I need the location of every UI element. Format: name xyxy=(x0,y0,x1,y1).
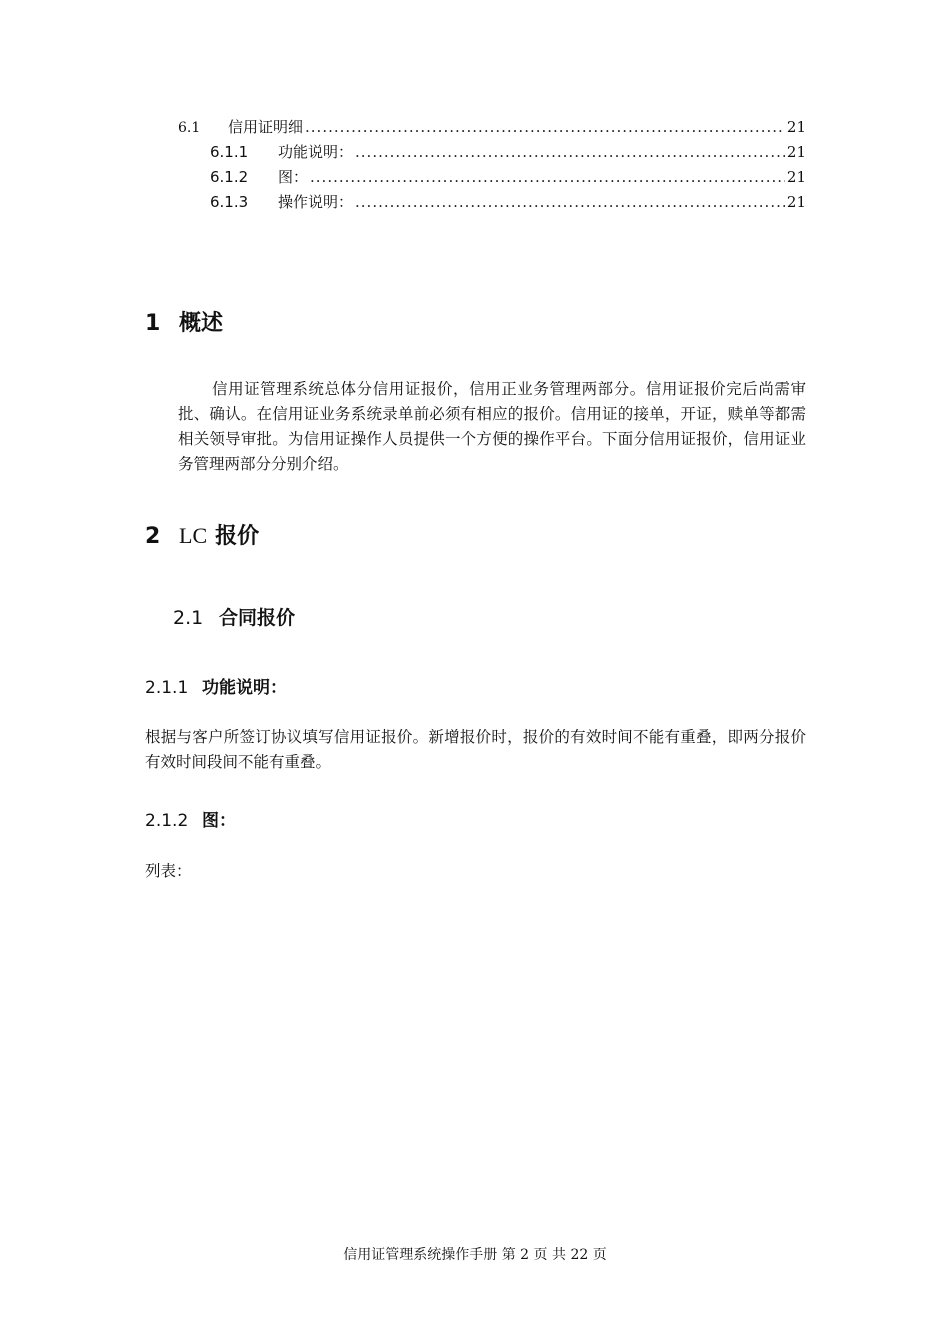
toc-dot-leader xyxy=(355,141,785,163)
heading-title: 功能说明： xyxy=(202,678,287,698)
heading-2-1-2-figure xyxy=(145,806,236,831)
heading-number: 1 xyxy=(145,311,161,336)
toc-entry-number: 6.1.2 xyxy=(210,168,249,186)
toc-dot-leader xyxy=(305,116,785,138)
toc-entry-title: 功能说明： xyxy=(278,143,354,161)
heading-title: 图： xyxy=(202,811,236,831)
heading-title-latin: LC xyxy=(179,523,208,548)
heading-2-lc-quote xyxy=(145,519,259,550)
toc-entry-page: 21 xyxy=(786,143,806,161)
overview-paragraph: 信用证管理系统总体分信用证报价，信用正业务管理两部分。信用证报价完后尚需审批、确认。在信用证业务系统录单前必须有相应的报价。信用证的接单，开证，赎单等都需相关领导审批。为信用证操作人员提供一个方便的操作平台。下面分信用证报价，信用证业务管理两部分分别介绍。 xyxy=(178,380,806,473)
toc-entry-page: 21 xyxy=(786,193,806,211)
heading-number: 2 xyxy=(145,524,161,549)
toc-entry-title: 图： xyxy=(278,168,309,186)
list-label: 列表： xyxy=(145,862,192,880)
toc-entry-number: 6.1.3 xyxy=(210,193,249,211)
heading-title: 概述 xyxy=(179,311,224,336)
toc-dot-leader xyxy=(355,191,785,213)
toc-entry-6-1-3[interactable] xyxy=(210,191,806,213)
toc-entry-6-1-2[interactable] xyxy=(210,166,806,188)
heading-title: 合同报价 xyxy=(219,607,296,629)
toc-entry-title: 信用证明细 xyxy=(228,118,304,136)
toc-dot-leader xyxy=(310,166,785,188)
page-footer: 信用证管理系统操作手册 第 2 页 共 22 页 xyxy=(343,1247,607,1263)
heading-2-1-contract-quote xyxy=(173,603,295,630)
heading-2-1-1-function xyxy=(145,673,287,698)
toc-entry-title: 操作说明： xyxy=(278,193,354,211)
toc-entry-6-1[interactable] xyxy=(178,116,806,138)
heading-title-cn: 报价 xyxy=(215,524,260,549)
heading-1-overview xyxy=(145,306,223,337)
heading-number: 2.1 xyxy=(173,607,204,629)
heading-number: 2.1.1 xyxy=(145,678,189,698)
heading-number: 2.1.2 xyxy=(145,811,189,831)
function-paragraph: 根据与客户所签订协议填写信用证报价。新增报价时，报价的有效时间不能有重叠，即两分报价有效时间段间不能有重叠。 xyxy=(145,728,806,771)
toc-entry-page: 21 xyxy=(786,118,806,136)
toc-entry-page: 21 xyxy=(786,168,806,186)
toc-entry-number: 6.1 xyxy=(178,120,201,136)
toc-entry-6-1-1[interactable] xyxy=(210,141,806,163)
toc-entry-number: 6.1.1 xyxy=(210,143,249,161)
